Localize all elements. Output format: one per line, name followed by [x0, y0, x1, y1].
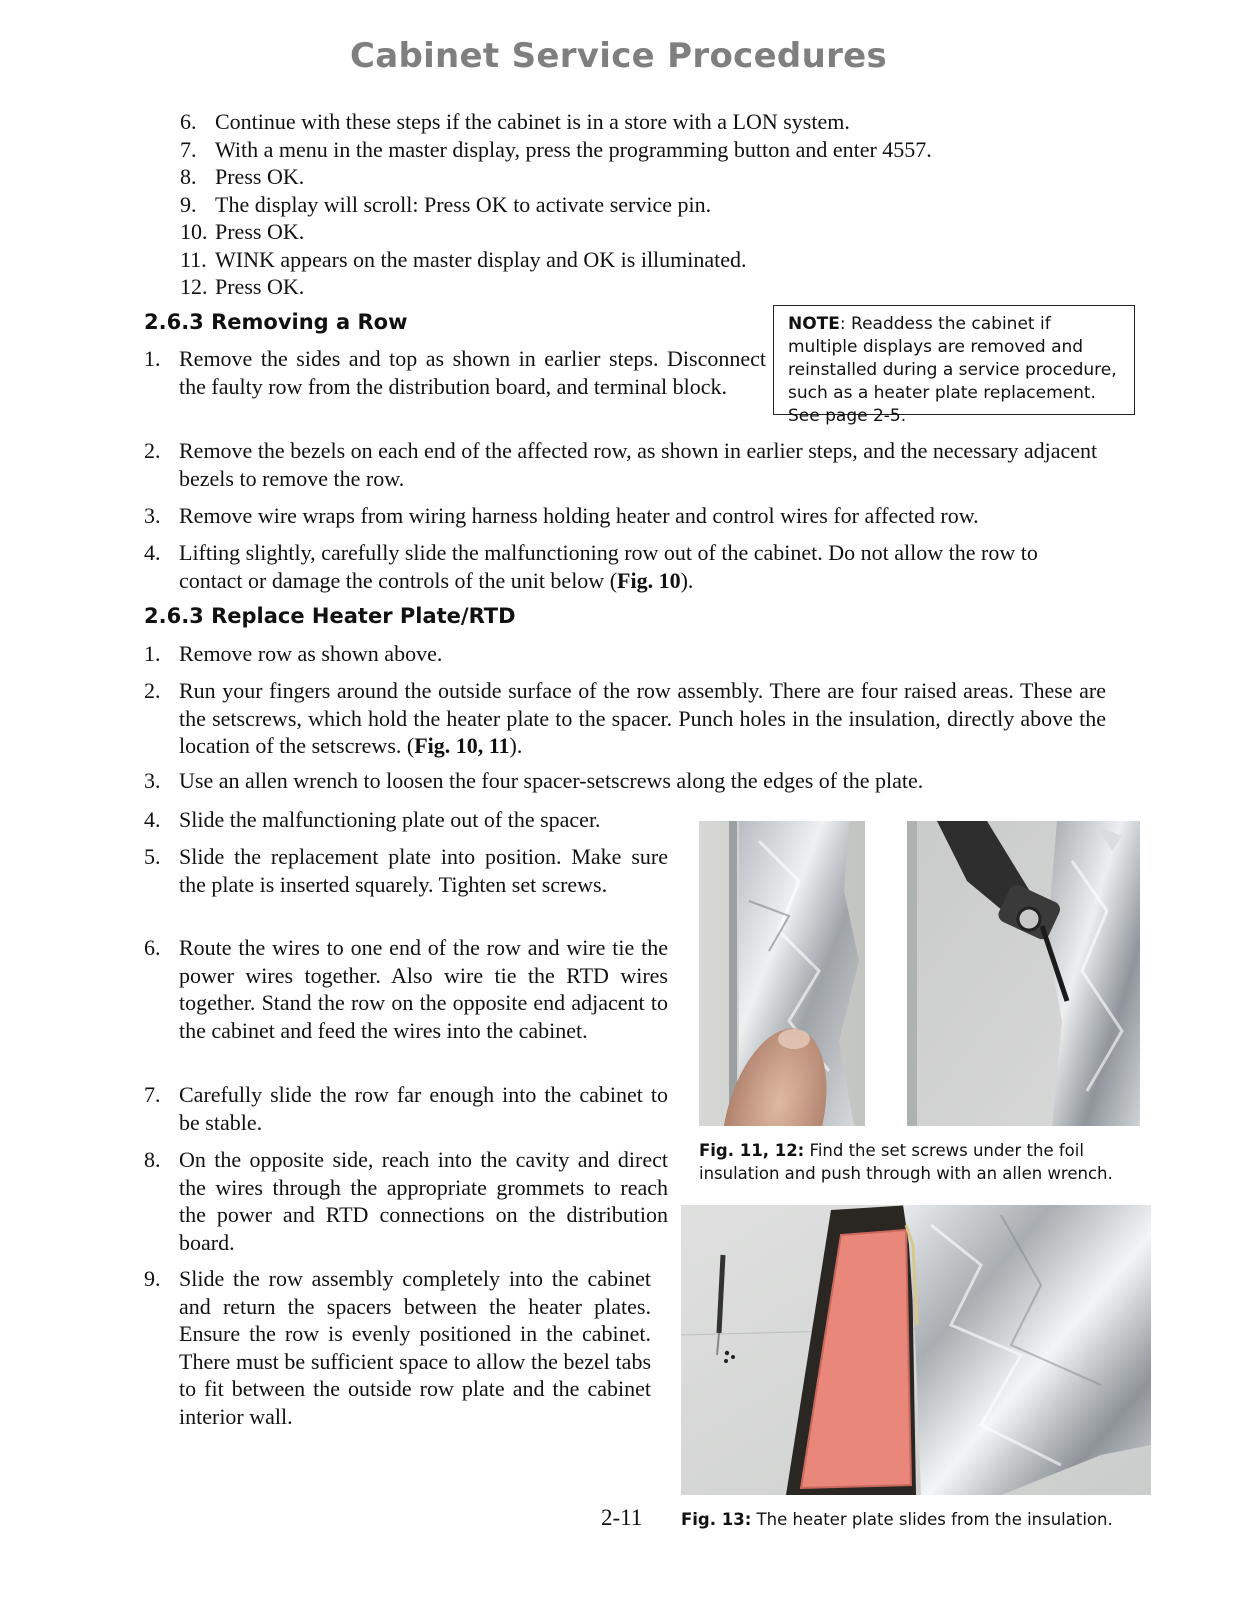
figure-reference: Fig. 10, 11 — [414, 733, 510, 758]
page-title: Cabinet Service Procedures — [349, 36, 888, 76]
list-item: 11. WINK appears on the master display and OK is illuminated. — [180, 246, 747, 272]
list-item: 3. Use an allen wrench to loosen the four spacer-setscrews along the edges of the plate. — [144, 768, 924, 793]
steps-top-list — [180, 108, 932, 301]
list-item: 9. Slide the row assembly completely into the cabinet and return the spacers between the heater plates. Ensure the row is evenly positioned in the cabinet. There must be sufficient space to allow the bezel tabs to fit between the outside row plate and the cabinet interior wall. — [144, 1266, 651, 1429]
note-text: : Readdess the cabinet if multiple displays are removed and reinstalled during a service procedure, such as a heater plate replacement. See page 2-5. — [788, 314, 1117, 426]
list-item: 10. Press OK. — [180, 219, 305, 244]
list-item: 8. On the opposite side, reach into the cavity and direct the wires through the appropriate grommets to reach the power and RTD connections on the distribution board. — [144, 1147, 668, 1255]
note-box — [773, 305, 1135, 426]
list-item: 2. Remove the bezels on each end of the affected row, as shown in earlier steps, and the necessary adjacent bezels to remove the row. — [144, 438, 1098, 491]
list-item: 1. Remove row as shown above. — [144, 641, 443, 666]
figure-caption-fig-11-12: Fig. 11, 12: Find the set screws under the foil insulation and push through with an allen wrench. — [699, 1141, 1113, 1183]
list-item: 4. Lifting slightly, carefully slide the malfunctioning row out of the cabinet. Do not allow the row to contact or damage the controls of the unit below (Fig. 10). — [144, 540, 1038, 593]
list-item: 6. Route the wires to one end of the row and wire tie the power wires together. Also wire tie the RTD wires together. Stand the row on the opposite end adjacent to the cabinet and feed the wires into the cabinet. — [144, 935, 668, 1043]
figure-caption-fig-13: Fig. 13: The heater plate slides from the insulation. — [681, 1510, 1113, 1529]
photo-fig-11 — [699, 821, 865, 1126]
list-item: 5. Slide the replacement plate into position. Make sure the plate is inserted squarely. Tighten set screws. — [144, 844, 668, 897]
list-item: 3. Remove wire wraps from wiring harness holding heater and control wires for affected row. — [144, 503, 979, 528]
page-number: 2-11 — [601, 1505, 643, 1530]
section-heading-removing-row: 2.6.3 Removing a Row — [144, 310, 408, 334]
list-item: 12. Press OK. — [180, 274, 305, 299]
photo-fig-13 — [681, 1205, 1151, 1495]
note-label: NOTE — [788, 314, 840, 334]
list-item: 9. The display will scroll: Press OK to activate service pin. — [180, 191, 712, 217]
list-item: 7. With a menu in the master display, press the programming button and enter 4557. — [180, 136, 932, 162]
figure-label: Fig. 13: — [681, 1510, 752, 1529]
photo-fig-12 — [907, 821, 1140, 1126]
list-item: 1. Remove the sides and top as shown in earlier steps. Disconnect the faulty row from the distribution board, and terminal block. — [144, 346, 766, 399]
figure-label: Fig. 11, 12: — [699, 1141, 805, 1160]
list-item: 6. Continue with these steps if the cabinet is in a store with a LON system. — [180, 109, 850, 134]
section-heading-replace-heater-plate: 2.6.3 Replace Heater Plate/RTD — [144, 604, 516, 628]
list-item: 4. Slide the malfunctioning plate out of the spacer. — [144, 807, 601, 832]
list-item: 7. Carefully slide the row far enough into the cabinet to be stable. — [144, 1082, 668, 1135]
list-item: 2. Run your fingers around the outside surface of the row assembly. There are four raised areas. These are the setscrews, which hold the heater plate to the spacer. Punch holes in the insulation, directly above the location of the setscrews. (Fig. 10, 11). — [144, 678, 1106, 758]
list-item: 8. Press OK. — [180, 164, 305, 189]
figure-reference: Fig. 10 — [617, 567, 681, 593]
